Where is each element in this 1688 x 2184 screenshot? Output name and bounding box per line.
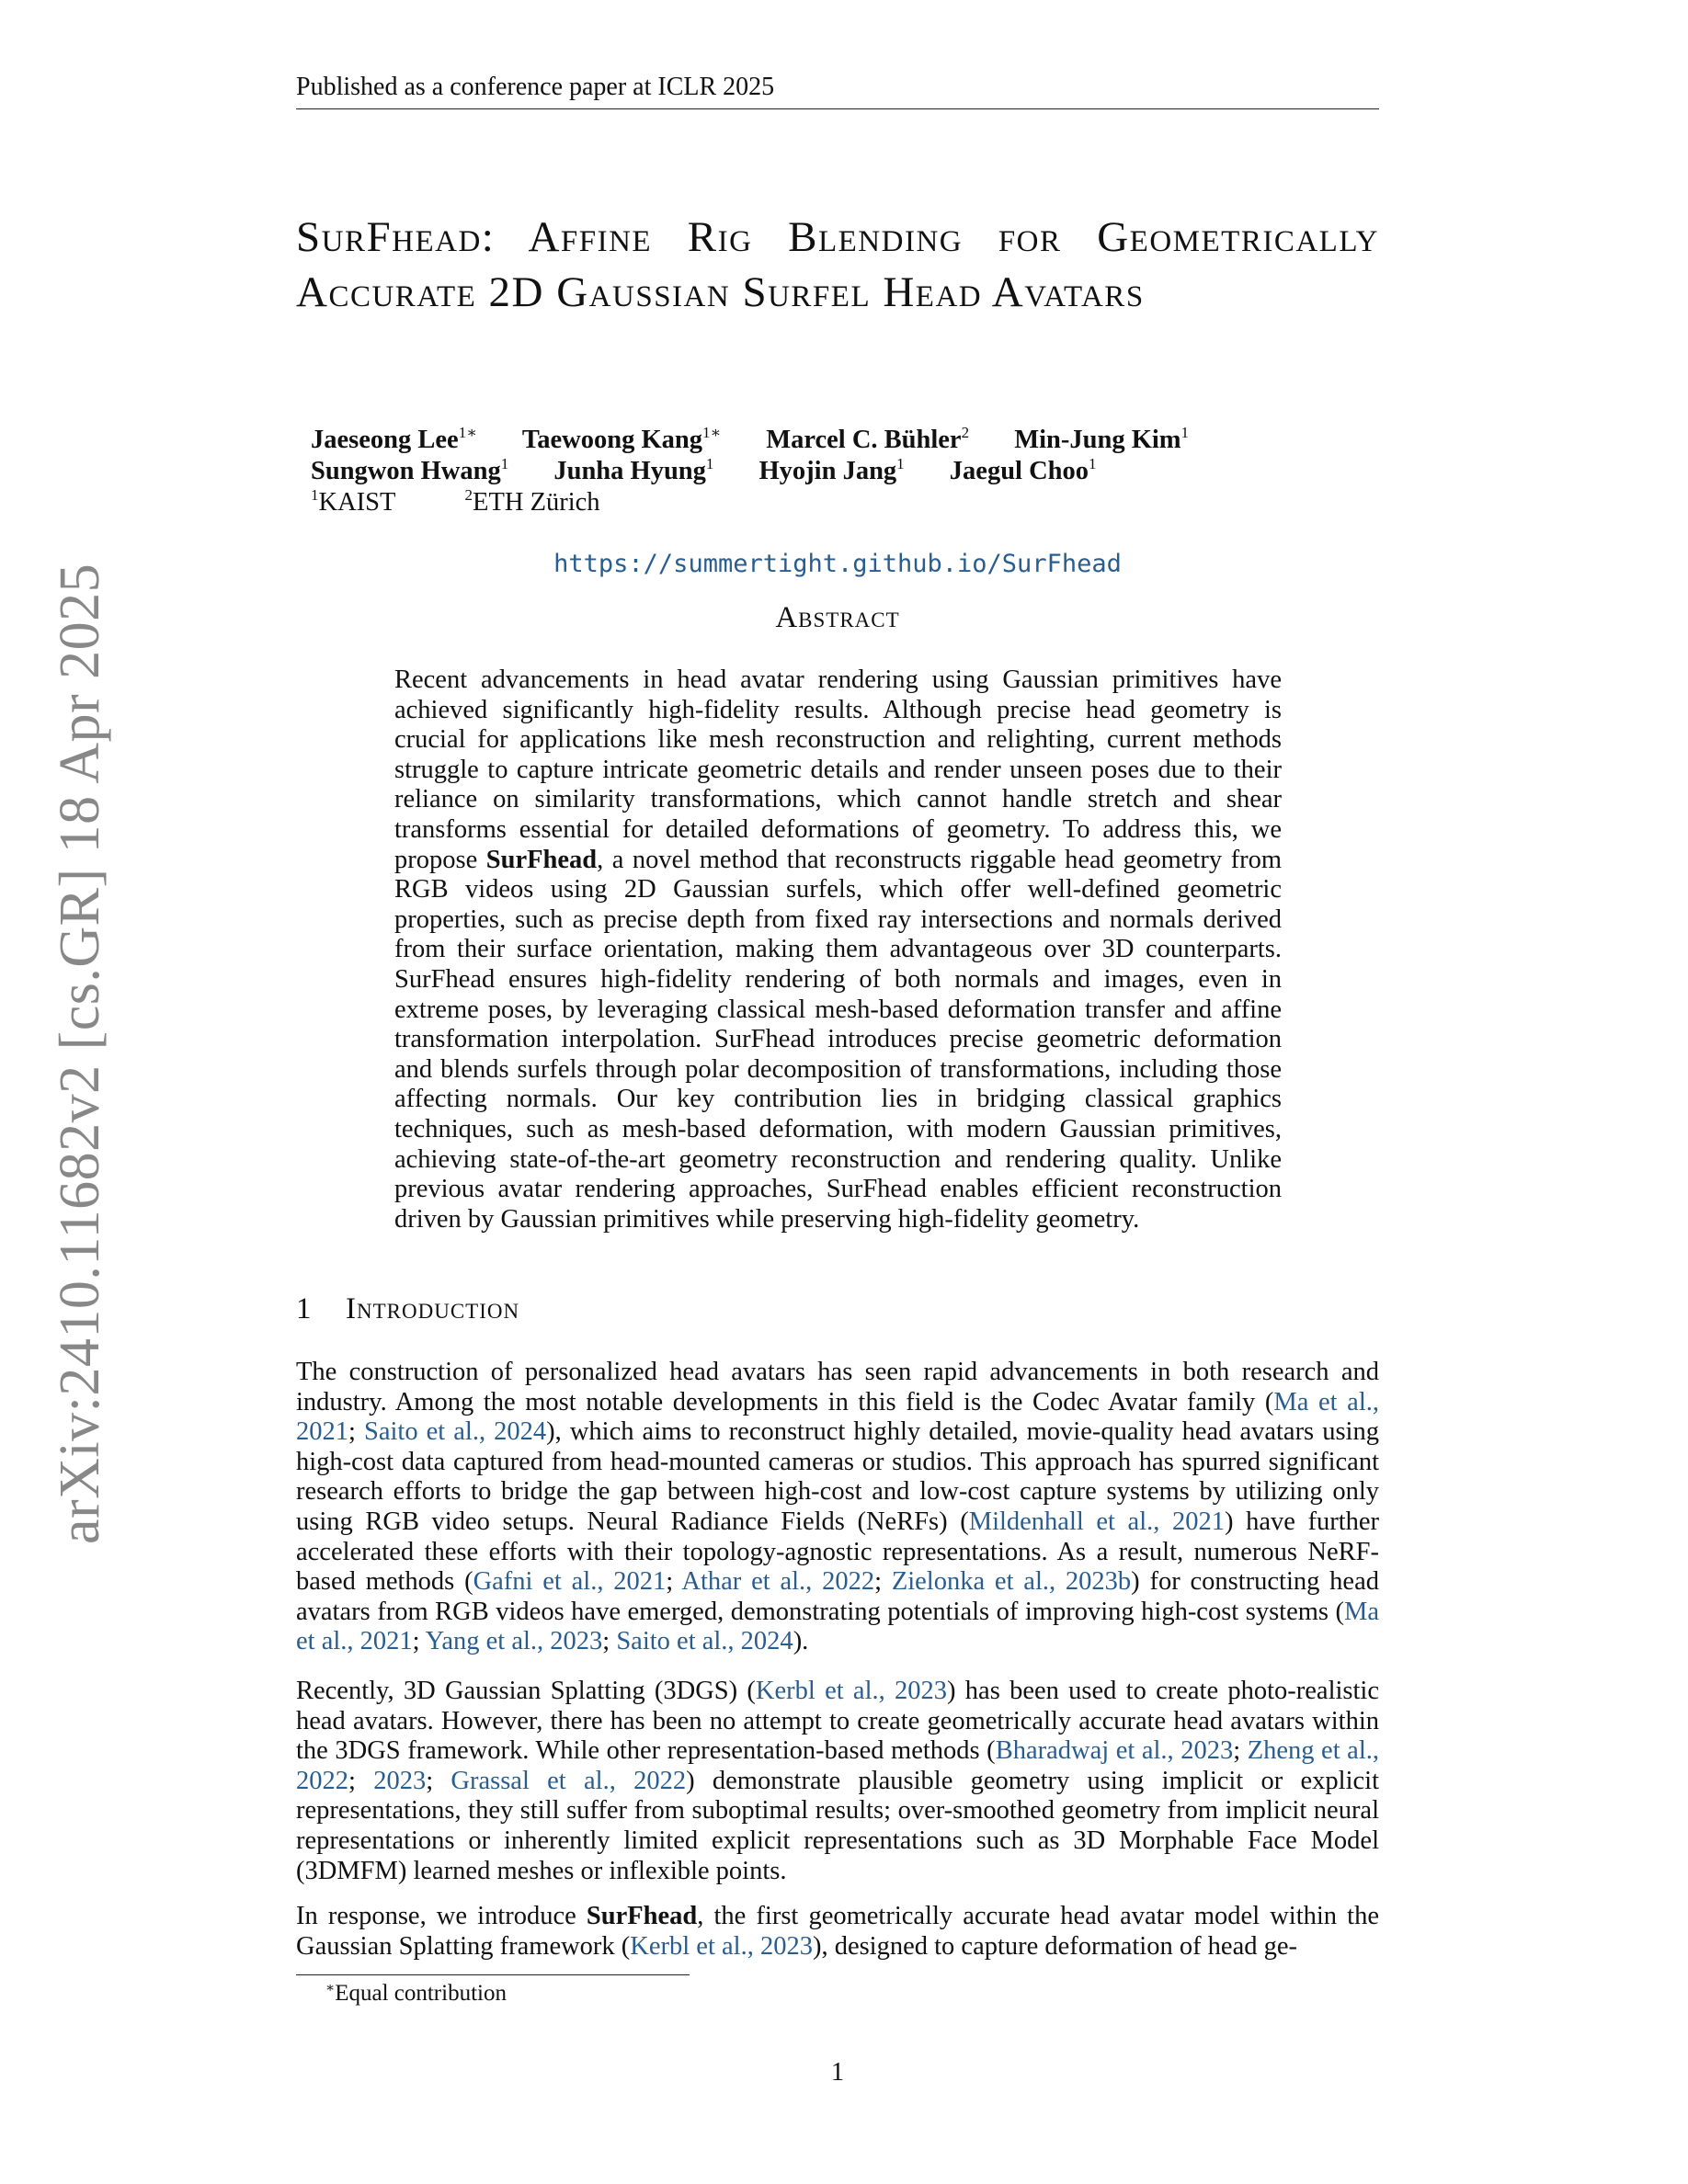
abstract-heading: Abstract: [775, 601, 900, 634]
citation-link[interactable]: Athar et al., 2022: [681, 1567, 875, 1597]
citation-link[interactable]: Kerbl et al., 2023: [630, 1931, 813, 1961]
citation-link[interactable]: Ma et al., 2021: [296, 1597, 1379, 1656]
citation-link[interactable]: Zheng et al., 2022: [296, 1736, 1379, 1795]
author-name: Junha Hyung$^1$: [553, 455, 714, 485]
paper-title: SurFhead: Affine Rig Blending for Geometrically Accurate 2D Gaussian Surfel Head Avatars: [296, 213, 1379, 316]
intro-paragraph-1: The construction of personalized head avatars has seen rapid advancements in both research and industry. Among the most notable developments in this field is the Codec Avatar family (Ma et al., 2021; Saito et al., 2024), which aims to reconstruct highly detailed, movie-quality head avatars using high-cost data captured from head-mounted cameras or studios. This approach has spurred significant research efforts to bridge the gap between high-cost and low-cost capture systems by utilizing only using RGB video setups. Neural Radiance Fields (NeRFs) (Mildenhall et al., 2021) have further accelerated these efforts with their topology-agnostic representations. As a result, numerous NeRF-based methods (Gafni et al., 2021; Athar et al., 2022; Zielonka et al., 2023b) for constructing head avatars from RGB videos have emerged, demonstrating potentials of improving high-cost systems (Ma et al., 2021; Yang et al., 2023; Saito et al., 2024).: [296, 1358, 1380, 1656]
citation-link[interactable]: Gafni et al., 2021: [473, 1567, 667, 1597]
page-number: 1: [830, 2058, 845, 2087]
footnote-divider: [296, 1974, 690, 1975]
citation-link[interactable]: Ma et al., 2021: [296, 1387, 1379, 1447]
citation-link[interactable]: Saito et al., 2024: [363, 1417, 547, 1447]
method-name: SurFhead: [485, 845, 598, 874]
citation-link[interactable]: Bharadwaj et al., 2023: [995, 1736, 1234, 1766]
citation-link[interactable]: Kerbl et al., 2023: [755, 1677, 948, 1705]
intro-paragraph-3: In response, we introduce SurFhead, the first geometrically accurate head avatar model within the Gaussian Splatting framework (Kerbl et al., 2023), designed to capture deformation of head ge-: [296, 1902, 1379, 1961]
section-title: Introduction: [346, 1292, 520, 1325]
affiliation: $^2$ETH Zürich: [464, 486, 600, 517]
author-name: Sungwon Hwang$^1$: [311, 455, 509, 485]
citation-link[interactable]: Saito et al., 2024: [616, 1627, 793, 1656]
affiliation: $^1$KAIST: [311, 486, 396, 517]
citation-link[interactable]: Grassal et al., 2022: [451, 1766, 687, 1795]
citation-link[interactable]: 2023: [373, 1766, 427, 1795]
author-row: [311, 425, 1322, 456]
author-block: [311, 425, 1322, 518]
section-heading-introduction: [296, 1291, 1379, 1327]
author-name: Taewoong Kang$^{1∗}$: [521, 424, 722, 454]
project-link[interactable]: https://summertight.github.io/SurFhead: [553, 550, 1122, 578]
author-name: Jaegul Choo$^1$: [949, 455, 1097, 485]
abstract-text: Recent advancements in head avatar rendering using Gaussian primitives have achieved significantly high-fidelity results. Although precise head geometry is crucial for applications like mesh reconstruction and relighting, current methods struggle to capture intricate geometric details and render unseen poses due to their reliance on similarity transformations, which cannot handle stretch and shear transforms essential for detailed deformations of geometry. To address this, we propose SurFhead, a novel method that reconstructs riggable head geometry from RGB videos using 2D Gaussian surfels, which offer well-defined geometric properties, such as precise depth from fixed ray intersections and normals derived from their surface orientation, making them advantageous over 3D counterparts. SurFhead ensures high-fidelity rendering of both normals and images, even in extreme poses, by leveraging classical mesh-based deformation transfer and affine transformation interpolation. SurFhead introduces precise geometric deformation and blends surfels through polar decomposition of transformations, including those affecting normals. Our key contribution lies in bridging classical graphics techniques, such as mesh-based deformation, with modern Gaussian primitives, achieving state-of-the-art geometry reconstruction and rendering quality. Unlike previous avatar rendering approaches, SurFhead enables efficient reconstruction driven by Gaussian primitives while preserving high-fidelity geometry.: [394, 665, 1282, 1234]
intro-paragraph-2: Recently, 3D Gaussian Splatting (3DGS) (Kerbl et al., 2023) has been used to create photo-realistic head avatars. However, there has been no attempt to create geometrically accurate head avatars within the 3DGS framework. While other representation-based methods (Bharadwaj et al., 2023; Zheng et al., 2022; 2023; Grassal et al., 2022) demonstrate plausible geometry using implicit or explicit representations, they still suffer from suboptimal results; over-smoothed geometry from implicit neural representations or inherently limited explicit representations such as 3D Morphable Face Model (3DMFM) learned meshes or inflexible points.: [296, 1677, 1379, 1885]
citation-link[interactable]: Yang et al., 2023: [425, 1627, 603, 1656]
arxiv-identifier: arXiv:2410.11682v2 [cs.GR] 18 Apr 2025: [49, 563, 111, 1544]
author-name: Hyojin Jang$^1$: [758, 455, 905, 485]
author-name: Min-Jung Kim$^1$: [1014, 424, 1190, 454]
footnote: ∗Equal contribution: [325, 1981, 507, 2006]
running-head: Published as a conference paper at ICLR 2025: [296, 72, 1379, 109]
citation-link[interactable]: Zielonka et al., 2023b: [891, 1567, 1132, 1597]
section-number: 1: [296, 1292, 313, 1325]
citation-link[interactable]: Mildenhall et al., 2021: [968, 1507, 1225, 1536]
method-name: SurFhead: [586, 1902, 698, 1930]
author-name: Jaeseong Lee$^{1∗}$: [311, 424, 477, 454]
author-row: [311, 456, 1322, 487]
affiliations: [311, 487, 1322, 518]
author-name: Marcel C. Bühler$^2$: [766, 424, 970, 454]
